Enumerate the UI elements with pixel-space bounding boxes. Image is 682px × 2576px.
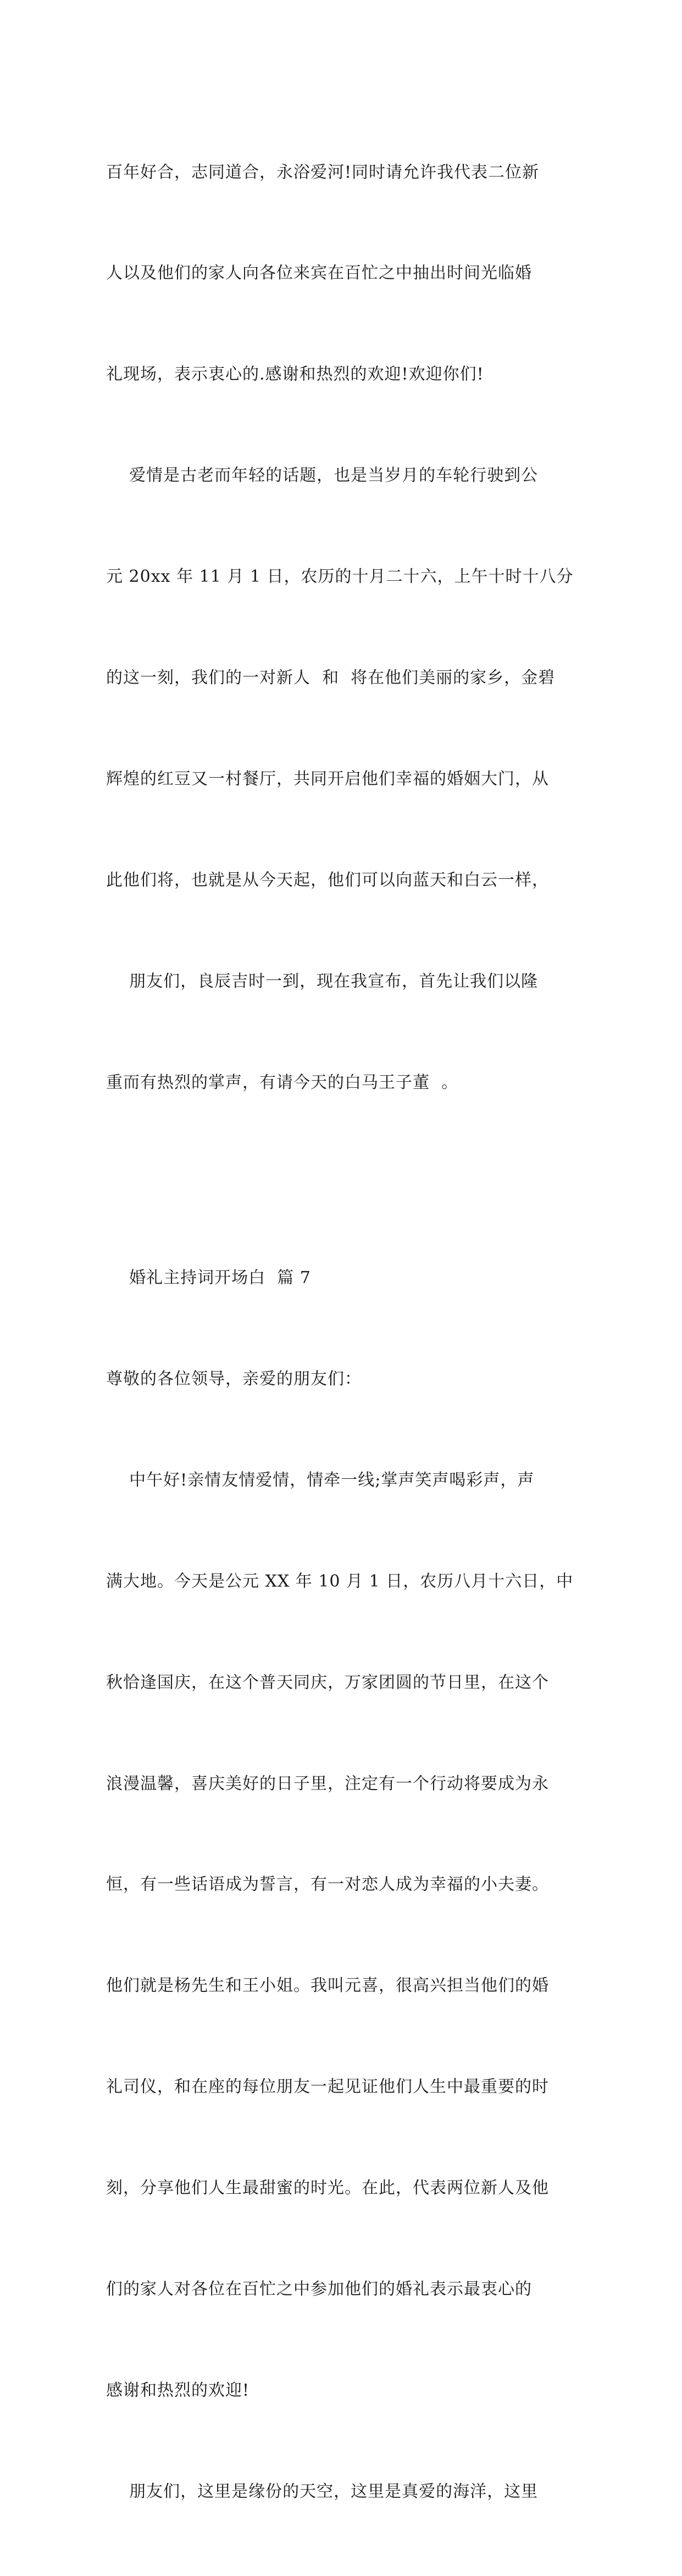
text-line: 中午好!亲情友情爱情，情牵一线;掌声笑声喝彩声，声 xyxy=(106,1470,535,1490)
section-gap xyxy=(106,1167,581,1194)
text-line: 礼现场，表示衷心的.感谢和热烈的欢迎!欢迎你们! xyxy=(106,365,484,384)
text-line: 百年好合，志同道合，永浴爱河!同时请允许我代表二位新 xyxy=(106,162,540,182)
document-body xyxy=(106,88,581,2576)
text-line: 浪漫温馨，喜庆美好的日子里，注定有一个行动将要成为永 xyxy=(106,1774,549,1793)
text-line: 恒，有一些话语成为誓言，有一对恋人成为幸福的小夫妻。 xyxy=(106,1875,549,1895)
text-line: 人以及他们的家人向各位来宾在百忙之中抽出时间光临婚 xyxy=(106,263,532,283)
text-line: 朋友们，这里是缘份的天空，这里是真爱的海洋，这里 xyxy=(106,2481,539,2501)
text-line: 的这一刻，我们的一对新人 和 将在他们美丽的家乡，金碧 xyxy=(106,668,556,688)
text-line: 秋恰逢国庆，在这个普天同庆，万家团圆的节日里，在这个 xyxy=(106,1672,549,1692)
text-line: 元 20xx 年 11 月 1 日，农历的十月二十六，上午十时十八分 xyxy=(106,567,574,587)
text-line: 朋友们，良辰吉时一到，现在我宣布，首先让我们以隆 xyxy=(106,971,539,991)
text-line: 礼司仪，和在座的每位朋友一起见证他们人生中最重要的时 xyxy=(106,2077,549,2097)
text-line: 满大地。今天是公元 XX 年 10 月 1 日，农历八月十六日，中 xyxy=(106,1571,574,1591)
section-heading: 婚礼主持词开场白 篇 7 xyxy=(106,1268,311,1288)
text-line: 辉煌的红豆又一村餐厅，共同开启他们幸福的婚姻大门，从 xyxy=(106,769,549,789)
text-line: 重而有热烈的掌声，有请今天的白马王子董 。 xyxy=(106,1072,459,1092)
text-line: 刻，分享他们人生最甜蜜的时光。在此，代表两位新人及他 xyxy=(106,2178,549,2198)
text-line: 他们就是杨先生和王小姐。我叫元喜，很高兴担当他们的婚 xyxy=(106,1976,549,1996)
text-line: 爱情是古老而年轻的话题，也是当岁月的车轮行驶到公 xyxy=(106,466,539,486)
text-line: 此他们将，也就是从今天起，他们可以向蓝天和白云一样， xyxy=(106,870,549,890)
text-line: 感谢和热烈的欢迎! xyxy=(106,2380,250,2400)
salutation-line: 尊敬的各位领导，亲爱的朋友们： xyxy=(106,1369,362,1389)
text-line: 们的家人对各位在百忙之中参加他们的婚礼表示最衷心的 xyxy=(106,2280,532,2299)
